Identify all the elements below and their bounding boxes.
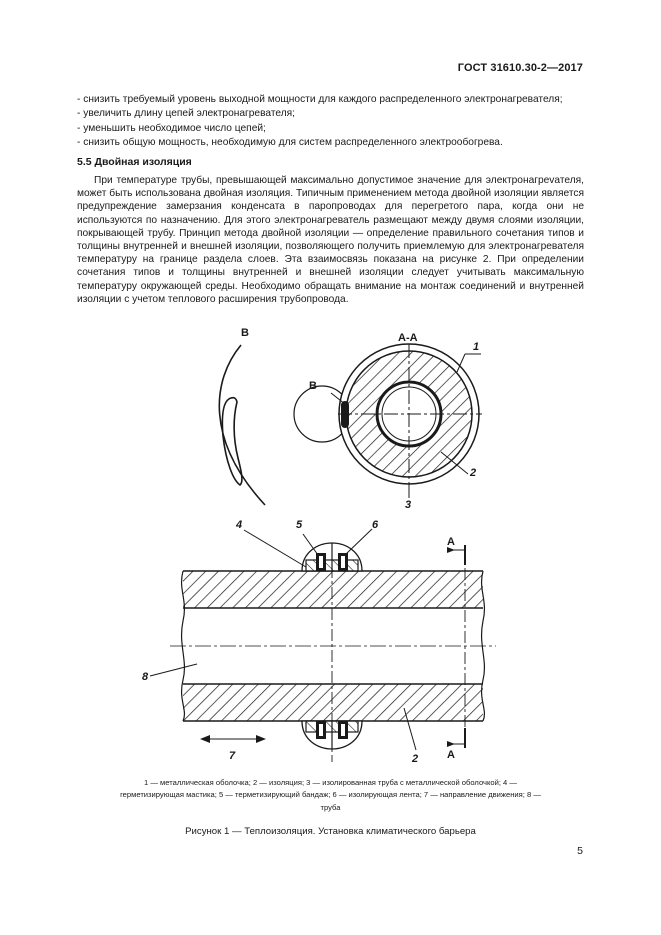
detail-b-view — [219, 345, 265, 505]
label-5: 5 — [296, 519, 303, 531]
figure-title: Рисунок 1 — Теплоизоляция. Установка климатического барьера — [185, 826, 476, 837]
label-detail-b: В — [241, 327, 249, 339]
document-header: ГОСТ 31610.30-2—2017 — [457, 62, 583, 74]
label-section-a-bottom: А — [447, 749, 455, 761]
label-2-pipe: 2 — [412, 753, 419, 765]
label-1: 1 — [473, 341, 480, 353]
page-number: 5 — [577, 845, 583, 857]
label-4: 4 — [236, 519, 243, 531]
label-6: 6 — [372, 519, 379, 531]
label-detail-b-callout: В — [309, 380, 317, 392]
list-item: - уменьшить необходимое число цепей; — [77, 122, 266, 134]
label-3: 3 — [405, 499, 412, 511]
list-item: - увеличить длину цепей электронагревателя; — [77, 108, 295, 120]
body-paragraph: При температуре трубы, превышающей максимально допустимое значение для электронагреvателя, может быть использована двойная изоляция. Типичным применением метода двойной изоляции является предупреждение замерзания конденсата в паропроводах для перегретого пара, когда они не используются по назначению. Для этого электронагреватель размещают между двумя слоями изоляции, покрывающей трубу. Принцип метода двойной изоляции — определение правильного сочетания типов и толщины внутренней и внешней изоляции, позволяющего получить приемлемую для электронагревателя температуру на границе раздела слоев. Эта взаимосвязь показана на рисунке 2. При определении сочетания типов и толщины внутренней и внешней изоляции следует учитывать максимальную температуру окружающей среды. Необходимо обращать внимание на монтаж соединений и внутренней изоляции с учетом теплового расширения трубопровода. — [77, 175, 584, 305]
section-aa-view — [294, 344, 482, 498]
label-2-circle: 2 — [470, 467, 477, 479]
figure-legend: 1 — металлическая оболочка; 2 — изоляция; 3 — изолированная труба с металлической оболочкой; 4 — герметизирующая мастика; 5 — терметизирующий бандаж; 6 — изолирующая лента; 7 — направление движения; 8 — труба — [120, 778, 541, 812]
label-section-a-top: А — [447, 536, 455, 548]
list-item: - снизить требуемый уровень выходной мощности для каждого распределенного электронагревателя; — [77, 94, 563, 105]
label-8: 8 — [142, 671, 149, 683]
label-7: 7 — [229, 750, 236, 762]
list-item: - снизить общую мощность, необходимую для систем распределенного электрообогрева. — [77, 137, 503, 149]
label-section-aa: А-А — [398, 332, 418, 344]
longitudinal-view — [170, 543, 496, 762]
section-title: 5.5 Двойная изоляция — [77, 156, 192, 168]
